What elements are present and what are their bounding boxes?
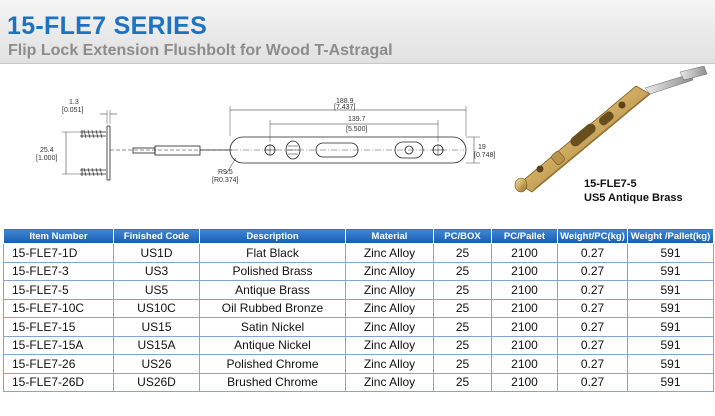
table-cell: 2100 bbox=[492, 373, 558, 392]
series-title: 15-FLE7 SERIES bbox=[7, 12, 208, 40]
table-cell: Polished Chrome bbox=[200, 355, 346, 374]
table-cell: Zinc Alloy bbox=[346, 244, 434, 263]
table-cell: US26D bbox=[114, 373, 200, 392]
table-cell: 0.27 bbox=[558, 281, 628, 300]
table-cell: 0.27 bbox=[558, 262, 628, 281]
table-cell: 0.27 bbox=[558, 336, 628, 355]
table-cell: 591 bbox=[628, 373, 714, 392]
dim-height-label: 19 bbox=[478, 144, 486, 151]
column-header: PC/BOX bbox=[434, 229, 492, 244]
table-cell: US26 bbox=[114, 355, 200, 374]
table-row bbox=[4, 373, 714, 392]
table-cell: 15-FLE7-15 bbox=[4, 318, 114, 337]
table-cell: 25 bbox=[434, 336, 492, 355]
spec-table bbox=[3, 228, 714, 392]
table-cell: 25 bbox=[434, 318, 492, 337]
table-cell: 0.27 bbox=[558, 373, 628, 392]
table-cell: 591 bbox=[628, 336, 714, 355]
side-view bbox=[62, 110, 232, 180]
table-cell: 15-FLE7-26D bbox=[4, 373, 114, 392]
table-cell: Satin Nickel bbox=[200, 318, 346, 337]
dim-thickness-inch-label: [0.051] bbox=[62, 107, 84, 114]
dim-overall-label: 188.9 bbox=[336, 98, 354, 105]
column-header: Finished Code bbox=[114, 229, 200, 244]
table-cell: 25 bbox=[434, 262, 492, 281]
product-photo bbox=[515, 66, 707, 192]
dim-thickness-label: 1.3 bbox=[69, 99, 79, 106]
table-cell: 0.27 bbox=[558, 244, 628, 263]
table-cell: 15-FLE7-15A bbox=[4, 336, 114, 355]
table-cell: 25 bbox=[434, 299, 492, 318]
table-cell: 2100 bbox=[492, 299, 558, 318]
table-cell: US3 bbox=[114, 262, 200, 281]
table-row bbox=[4, 281, 714, 300]
table-header-row bbox=[4, 229, 714, 244]
dim-height-inch-label: [0.748] bbox=[474, 152, 496, 159]
table-cell: 25 bbox=[434, 244, 492, 263]
table-cell: 0.27 bbox=[558, 299, 628, 318]
table-cell: 15-FLE7-26 bbox=[4, 355, 114, 374]
table-cell: US1D bbox=[114, 244, 200, 263]
table-cell: US15A bbox=[114, 336, 200, 355]
table-cell: 25 bbox=[434, 373, 492, 392]
table-cell: Zinc Alloy bbox=[346, 281, 434, 300]
table-cell: Flat Black bbox=[200, 244, 346, 263]
table-cell: 2100 bbox=[492, 318, 558, 337]
table-cell: 0.27 bbox=[558, 318, 628, 337]
dim-overall-inch-label: [7.437] bbox=[334, 104, 356, 111]
table-cell: 0.27 bbox=[558, 355, 628, 374]
table-cell: 2100 bbox=[492, 262, 558, 281]
table-cell: 591 bbox=[628, 281, 714, 300]
table-cell: Zinc Alloy bbox=[346, 299, 434, 318]
table-row bbox=[4, 355, 714, 374]
table-cell: US15 bbox=[114, 318, 200, 337]
dim-radius-inch-label: [R0.374] bbox=[212, 177, 239, 184]
table-cell: Zinc Alloy bbox=[346, 318, 434, 337]
table-cell: Antique Brass bbox=[200, 281, 346, 300]
table-row bbox=[4, 299, 714, 318]
table-row bbox=[4, 244, 714, 263]
table-cell: US5 bbox=[114, 281, 200, 300]
photo-caption-model: 15-FLE7-5 bbox=[584, 178, 637, 190]
table-row bbox=[4, 336, 714, 355]
page-header bbox=[0, 0, 715, 64]
table-cell: 591 bbox=[628, 299, 714, 318]
product-subtitle: Flip Lock Extension Flushbolt for Wood T-Astragal bbox=[8, 42, 393, 59]
table-cell: Zinc Alloy bbox=[346, 262, 434, 281]
table-cell: 2100 bbox=[492, 336, 558, 355]
table-cell: 591 bbox=[628, 318, 714, 337]
table-cell: 591 bbox=[628, 262, 714, 281]
table-cell: Brushed Chrome bbox=[200, 373, 346, 392]
column-header: Description bbox=[200, 229, 346, 244]
table-cell: 2100 bbox=[492, 355, 558, 374]
table-cell: 591 bbox=[628, 355, 714, 374]
table-row bbox=[4, 262, 714, 281]
photo-caption bbox=[584, 177, 714, 205]
table-cell: 15-FLE7-5 bbox=[4, 281, 114, 300]
table-cell: 591 bbox=[628, 244, 714, 263]
dim-holes-label: 139.7 bbox=[348, 116, 366, 123]
dim-width-inch-label: [1.000] bbox=[36, 155, 58, 162]
table-body bbox=[4, 244, 714, 392]
table-cell: Antique Nickel bbox=[200, 336, 346, 355]
column-header: Weight/PC(kg) bbox=[558, 229, 628, 244]
column-header: PC/Pallet bbox=[492, 229, 558, 244]
table-cell: Zinc Alloy bbox=[346, 336, 434, 355]
table-cell: 25 bbox=[434, 355, 492, 374]
table-cell: 25 bbox=[434, 281, 492, 300]
dim-width-label: 25.4 bbox=[40, 147, 54, 154]
table-cell: 15-FLE7-1D bbox=[4, 244, 114, 263]
dim-holes-inch-label: [5.500] bbox=[346, 126, 368, 133]
column-header: Weight /Pallet(kg) bbox=[628, 229, 714, 244]
table-row bbox=[4, 318, 714, 337]
table-cell: Zinc Alloy bbox=[346, 355, 434, 374]
column-header: Material bbox=[346, 229, 434, 244]
table-cell: 2100 bbox=[492, 281, 558, 300]
table-cell: Polished Brass bbox=[200, 262, 346, 281]
photo-caption-finish: US5 Antique Brass bbox=[584, 192, 683, 204]
table-cell: 15-FLE7-10C bbox=[4, 299, 114, 318]
dim-radius-label: R9.5 bbox=[218, 169, 233, 176]
column-header: Item Number bbox=[4, 229, 114, 244]
table-cell: Zinc Alloy bbox=[346, 373, 434, 392]
table-cell: 2100 bbox=[492, 244, 558, 263]
table-cell: 15-FLE7-3 bbox=[4, 262, 114, 281]
table-cell: Oil Rubbed Bronze bbox=[200, 299, 346, 318]
table-cell: US10C bbox=[114, 299, 200, 318]
